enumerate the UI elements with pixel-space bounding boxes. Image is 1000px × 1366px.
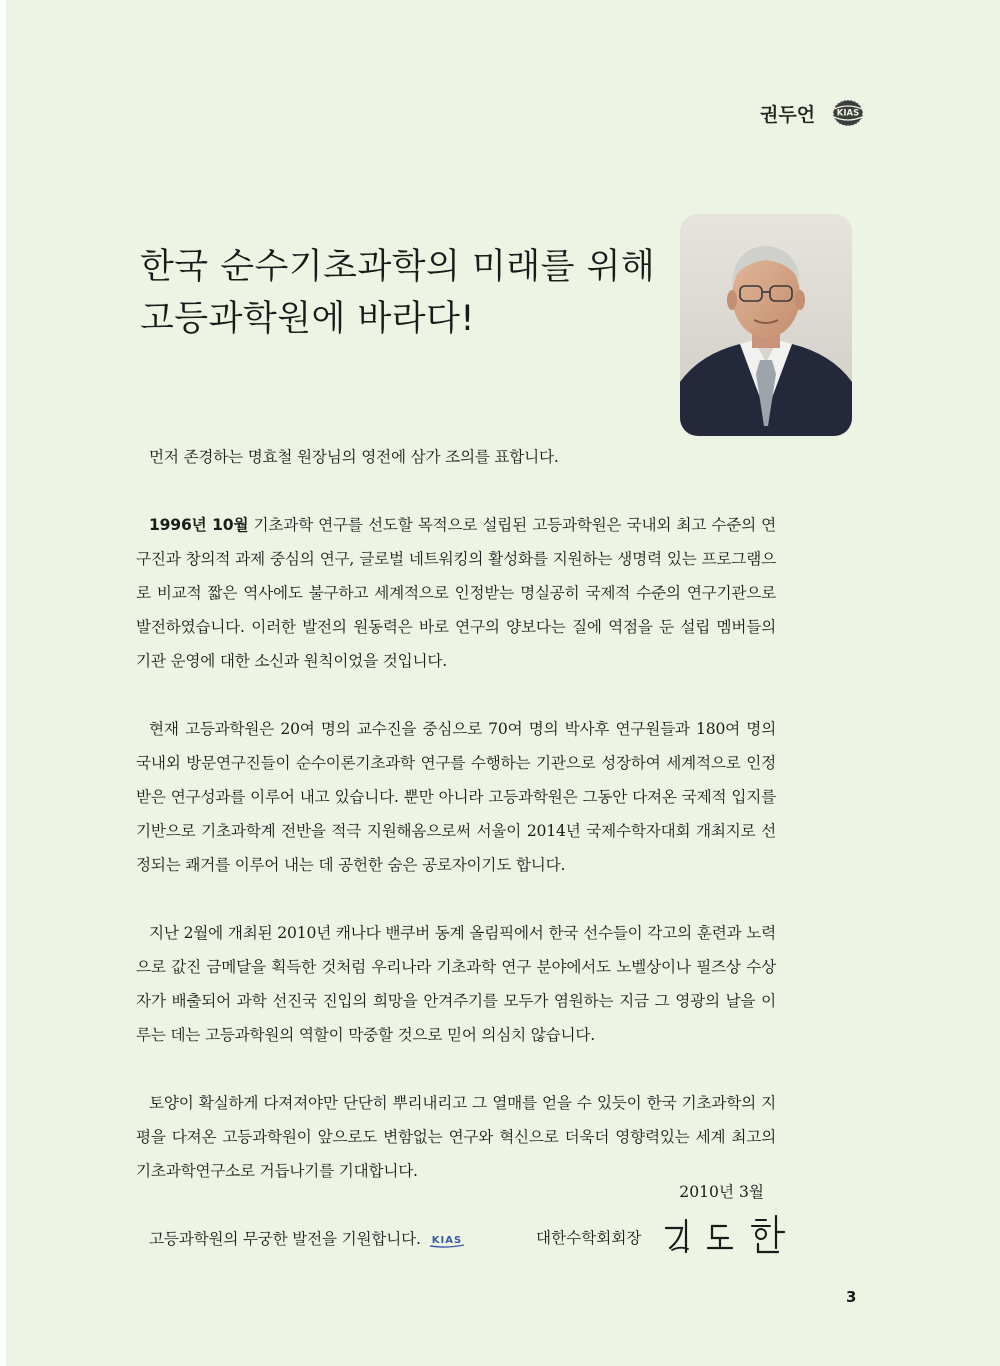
paragraph-3: 현재 고등과학원은 20여 명의 교수진을 중심으로 70여 명의 박사후 연구원들과 180여 명의 국내외 방문연구진들이 순수이론기초과학 연구를 수행하는 기관으로 성장하여 세계적으로 인정받은 연구성과를 이루어 내고 있습니다. 뿐만 아니라 고등과학원은 그동안 다져온 국제적 입지를 기반으로 기초과학계 전반을 적극 지원해옴으로써 서울이 2014년 국제수학자대회 개최지로 선정되는 쾌거를 이루어 내는 데 공헌한 숨은 공로자이기도 합니다. (136, 720, 776, 874)
paragraph-1: 먼저 존경하는 명효철 원장님의 영전에 삼가 조의를 표합니다. (149, 448, 559, 466)
svg-text:KIAS: KIAS (836, 108, 860, 119)
paragraph-4: 지난 2월에 개최된 2010년 캐나다 밴쿠버 동계 올림픽에서 한국 선수들이 각고의 훈련과 노력으로 값진 금메달을 획득한 것처럼 우리나라 기초과학 연구 분야에서도 노벨상이나 필즈상 수상자가 배출되어 과학 선진국 진입의 희망을 안겨주기를 모두가 염원하는 지금 그 영광의 날을 이루는 데는 고등과학원의 역할이 막중할 것으로 믿어 의심치 않습니다. (136, 924, 776, 1044)
page-number: 3 (846, 1288, 857, 1306)
closing-text: 고등과학원의 무궁한 발전을 기원합니다. (149, 1230, 421, 1248)
paragraph-2-text: 기초과학 연구를 선도할 목적으로 설립된 고등과학원은 국내외 최고 수준의 연구진과 창의적 과제 중심의 연구, 글로벌 네트워킹의 활성화를 지원하는 생명력 있는 프로그램으로 비교적 짧은 역사에도 불구하고 세계적으로 인정받는 명실공히 국제적 수준의 연구기관으로 발전하였습니다. 이러한 발전의 원동력은 바로 연구의 양보다는 질에 역점을 둔 설립 멤버들의 기관 운영에 대한 소신과 원칙이었을 것입니다. (136, 516, 777, 670)
section-label: 권두언 (760, 104, 816, 126)
date: 2010년 3월 (679, 1183, 764, 1201)
paragraph-2 (136, 508, 776, 678)
page-title (140, 241, 655, 345)
kias-inline-logo-text: KIAS (431, 1235, 462, 1246)
kias-inline-logo (427, 1232, 467, 1248)
author-portrait (680, 214, 852, 436)
article-body (136, 440, 776, 1256)
kias-globe-logo-icon (830, 96, 866, 128)
page-edge (0, 0, 6, 1366)
title-line-2: 고등과학원에 바라다! (140, 299, 475, 340)
paragraph-2-lead: 1996년 10월 (149, 516, 249, 534)
author-title: 대한수학회회장 (536, 1229, 642, 1247)
author-signature-block (520, 1208, 780, 1258)
handwritten-signature (660, 1208, 790, 1258)
title-line-1: 한국 순수기초과학의 미래를 위해 (140, 247, 656, 288)
paragraph-5: 토양이 확실하게 다져져야만 단단히 뿌리내리고 그 열매를 얻을 수 있듯이 한국 기초과학의 지평을 다져온 고등과학원이 앞으로도 변함없는 연구와 혁신으로 더욱더 영향력있는 세계 최고의 기초과학연구소로 거듭나기를 기대합니다. (136, 1094, 776, 1180)
